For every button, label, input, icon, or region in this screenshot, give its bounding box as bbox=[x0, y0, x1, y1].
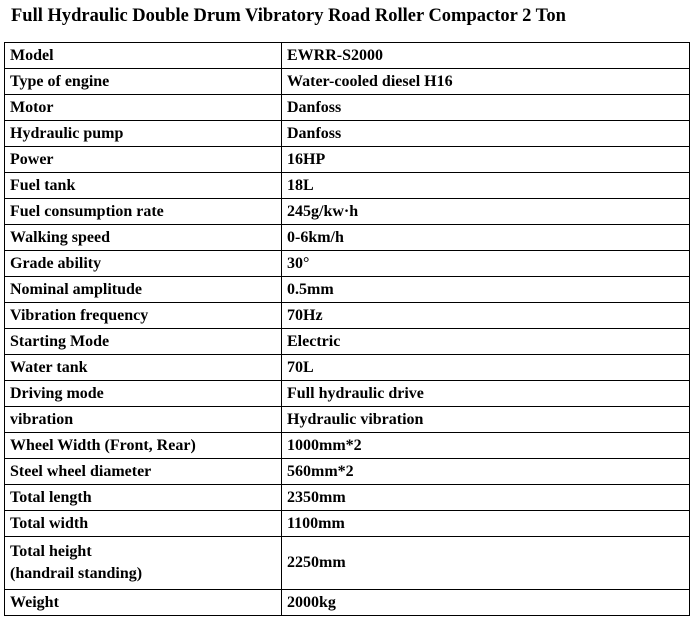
table-row bbox=[5, 147, 690, 173]
spec-table bbox=[4, 42, 690, 616]
table-row bbox=[5, 95, 690, 121]
spec-value: Hydraulic vibration bbox=[282, 407, 690, 433]
spec-label: Walking speed bbox=[5, 225, 282, 251]
spec-label: Steel wheel diameter bbox=[5, 459, 282, 485]
table-row bbox=[5, 381, 690, 407]
spec-label: Motor bbox=[5, 95, 282, 121]
table-row bbox=[5, 69, 690, 95]
spec-value: Water-cooled diesel H16 bbox=[282, 69, 690, 95]
table-row bbox=[5, 225, 690, 251]
table-row bbox=[5, 355, 690, 381]
spec-value: 18L bbox=[282, 173, 690, 199]
spec-label: Starting Mode bbox=[5, 329, 282, 355]
spec-value: 70Hz bbox=[282, 303, 690, 329]
spec-value: 30° bbox=[282, 251, 690, 277]
spec-label: vibration bbox=[5, 407, 282, 433]
table-row bbox=[5, 459, 690, 485]
spec-label: Weight bbox=[5, 590, 282, 616]
spec-label: Hydraulic pump bbox=[5, 121, 282, 147]
table-row bbox=[5, 485, 690, 511]
table-row bbox=[5, 199, 690, 225]
spec-value: Danfoss bbox=[282, 95, 690, 121]
table-row bbox=[5, 43, 690, 69]
spec-label bbox=[5, 537, 282, 590]
spec-value: 1000mm*2 bbox=[282, 433, 690, 459]
page-title: Full Hydraulic Double Drum Vibratory Road Roller Compactor 2 Ton bbox=[11, 6, 566, 26]
spec-value: 2250mm bbox=[282, 537, 690, 590]
table-row bbox=[5, 433, 690, 459]
spec-value: 0-6km/h bbox=[282, 225, 690, 251]
spec-value: 70L bbox=[282, 355, 690, 381]
spec-label: Vibration frequency bbox=[5, 303, 282, 329]
spec-value: 2000kg bbox=[282, 590, 690, 616]
table-row bbox=[5, 251, 690, 277]
spec-label: Nominal amplitude bbox=[5, 277, 282, 303]
spec-label: Power bbox=[5, 147, 282, 173]
spec-value: 1100mm bbox=[282, 511, 690, 537]
table-row bbox=[5, 329, 690, 355]
spec-label: Wheel Width (Front, Rear) bbox=[5, 433, 282, 459]
table-row bbox=[5, 537, 690, 590]
table-row bbox=[5, 303, 690, 329]
spec-label: Total length bbox=[5, 485, 282, 511]
spec-value: 2350mm bbox=[282, 485, 690, 511]
spec-label: Total width bbox=[5, 511, 282, 537]
table-row bbox=[5, 590, 690, 616]
table-row bbox=[5, 173, 690, 199]
spec-label-line: (handrail standing) bbox=[10, 565, 143, 582]
spec-label: Water tank bbox=[5, 355, 282, 381]
table-row bbox=[5, 407, 690, 433]
spec-label-line: Total height bbox=[10, 543, 92, 560]
spec-value: 560mm*2 bbox=[282, 459, 690, 485]
spec-label: Fuel tank bbox=[5, 173, 282, 199]
spec-value: 245g/kw·h bbox=[282, 199, 690, 225]
table-row bbox=[5, 121, 690, 147]
spec-label: Model bbox=[5, 43, 282, 69]
spec-label: Type of engine bbox=[5, 69, 282, 95]
spec-value: Danfoss bbox=[282, 121, 690, 147]
spec-label: Driving mode bbox=[5, 381, 282, 407]
spec-label: Fuel consumption rate bbox=[5, 199, 282, 225]
table-row bbox=[5, 511, 690, 537]
spec-label: Grade ability bbox=[5, 251, 282, 277]
table-row bbox=[5, 277, 690, 303]
spec-value: Full hydraulic drive bbox=[282, 381, 690, 407]
spec-value: Electric bbox=[282, 329, 690, 355]
spec-value: 0.5mm bbox=[282, 277, 690, 303]
spec-value: 16HP bbox=[282, 147, 690, 173]
spec-value: EWRR-S2000 bbox=[282, 43, 690, 69]
